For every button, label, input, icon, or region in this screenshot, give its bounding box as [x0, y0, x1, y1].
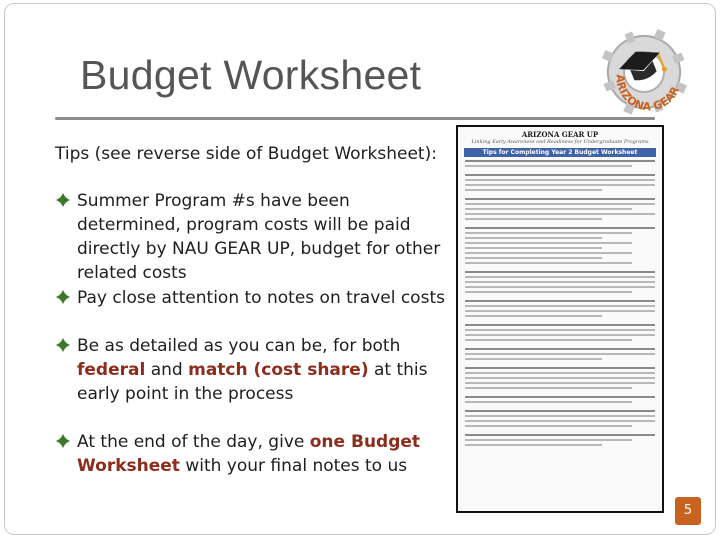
bullet-text-part: At the end of the day, give [77, 432, 310, 452]
doc-subheader: Linking Early Awareness and Readiness for Undergraduate Programs [471, 139, 649, 145]
doc-title-bar: Tips for Completing Year 2 Budget Worksheet [464, 148, 656, 157]
budget-tips-document-image [456, 125, 664, 513]
highlight-federal: federal [77, 360, 146, 380]
diamond-bullet-icon [55, 337, 71, 353]
title-divider [55, 117, 655, 120]
bullet-text [77, 430, 457, 478]
bullet-text-part: Be as detailed as you can be, for both [77, 336, 401, 356]
slide-title: Budget Worksheet [80, 52, 422, 98]
logo-text: ARIZONA GEAR [613, 74, 683, 114]
doc-body-lines [458, 160, 662, 446]
bullet-text-part: and [145, 360, 189, 380]
bullet-text [77, 334, 457, 406]
bullet-text-part: with your final notes to us [179, 456, 408, 476]
bullet-text-part: at this early point in the process [77, 360, 428, 404]
diamond-bullet-icon [55, 192, 71, 208]
page-number: 5 [675, 497, 701, 525]
tips-heading: Tips (see reverse side of Budget Worksheet): [55, 144, 437, 164]
highlight-match: match (cost share) [188, 360, 369, 380]
bullet-text: Summer Program #s have been determined, program costs will be paid directly by NAU GEAR UP, budget for other related costs [77, 191, 441, 283]
bullet-text: Pay close attention to notes on travel costs [77, 288, 445, 308]
diamond-bullet-icon [55, 289, 71, 305]
highlight-one-budget: one Budget Worksheet [77, 432, 421, 476]
doc-header: ARIZONA GEAR UP [521, 130, 599, 139]
diamond-bullet-icon [55, 433, 71, 449]
arizona-gear-up-logo [592, 20, 698, 120]
